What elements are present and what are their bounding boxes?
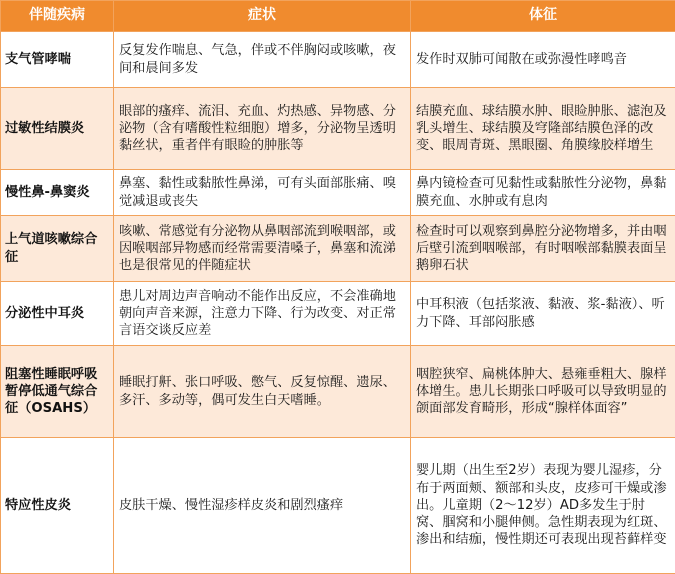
table-header-row [1,1,675,32]
symptom-cell: 皮肤干燥、慢性湿疹样皮炎和剧烈瘙痒 [114,438,411,574]
symptom-cell: 咳嗽、常感觉有分泌物从鼻咽部流到喉咽部，或因喉咽部异物感而经常需要清嗓子，鼻塞和流涕也是很常见的伴随症状 [114,216,411,282]
symptom-cell: 反复发作喘息、气急，伴或不伴胸闷或咳嗽，夜间和晨间多发 [114,32,411,88]
symptom-cell: 鼻塞、黏性或黏脓性鼻涕，可有头面部胀痛、嗅觉减退或丧失 [114,170,411,216]
header-symptom: 症状 [114,1,411,32]
symptom-cell: 患儿对周边声音响动不能作出反应，不会准确地朝向声音来源，注意力下降、行为改变、对正常言语交谈反应差 [114,282,411,346]
table-row [1,438,675,574]
table-row [1,216,675,282]
disease-cell: 慢性鼻-鼻窦炎 [1,170,114,216]
symptom-cell: 睡眠打鼾、张口呼吸、憋气、反复惊醒、遗尿、多汗、多动等，偶可发生白天嗜睡。 [114,346,411,438]
disease-cell: 支气管哮喘 [1,32,114,88]
symptom-cell: 眼部的瘙痒、流泪、充血、灼热感、异物感、分泌物（含有嗜酸性粒细胞）增多，分泌物呈透明黏丝状，重者伴有眼睑的肿胀等 [114,88,411,170]
disease-cell: 上气道咳嗽综合征 [1,216,114,282]
disease-cell: 特应性皮炎 [1,438,114,574]
disease-cell: 阻塞性睡眠呼吸暂停低通气综合征（OSAHS） [1,346,114,438]
header-disease: 伴随疾病 [1,1,114,32]
table-row [1,282,675,346]
sign-cell: 检查时可以观察到鼻腔分泌物增多，并由咽后壁引流到咽喉部，有时咽喉部黏膜表面呈鹅卵石状 [411,216,675,282]
sign-cell: 结膜充血、球结膜水肿、眼睑肿胀、滤泡及乳头增生、球结膜及穹隆部结膜色泽的改变、眼周青斑、黑眼圈、角膜缘胶样增生 [411,88,675,170]
table-row [1,32,675,88]
disease-cell: 分泌性中耳炎 [1,282,114,346]
header-sign: 体征 [411,1,675,32]
table-row [1,346,675,438]
sign-cell: 婴儿期（出生至2岁）表现为婴儿湿疹，分布于两面颊、额部和头皮，皮疹可干燥或渗出。儿童期（2～12岁）AD多发生于肘窝、腘窝和小腿伸侧。急性期表现为红斑、渗出和结痂，慢性期还可表现出现苔藓样变 [411,438,675,574]
table-row [1,170,675,216]
table-row [1,88,675,170]
disease-cell: 过敏性结膜炎 [1,88,114,170]
sign-cell: 鼻内镜检查可见黏性或黏脓性分泌物，鼻黏膜充血、水肿或有息肉 [411,170,675,216]
sign-cell: 发作时双肺可闻散在或弥漫性哮鸣音 [411,32,675,88]
sign-cell: 咽腔狭窄、扁桃体肿大、悬雍垂粗大、腺样体增生。患儿长期张口呼吸可以导致明显的颌面部发育畸形，形成“腺样体面容” [411,346,675,438]
sign-cell: 中耳积液（包括浆液、黏液、浆-黏液）、听力下降、耳部闷胀感 [411,282,675,346]
